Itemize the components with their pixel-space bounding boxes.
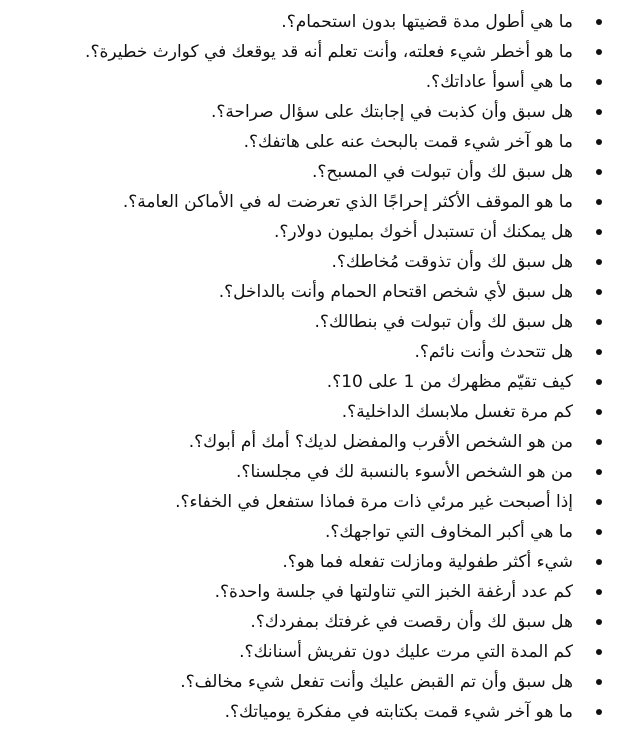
list-item — [8, 277, 573, 307]
question-text: هل يمكنك أن تستبدل أخوك بمليون دولار؟. — [273, 222, 573, 242]
question-text: من هو الشخص الأقرب والمفضل لديك؟ أمك أم أبوك؟. — [188, 432, 573, 452]
bullet-icon — [596, 679, 602, 685]
question-text: ما هي أطول مدة قضيتها بدون استحمام؟. — [281, 12, 573, 32]
bullet-icon — [596, 259, 602, 265]
bullet-icon — [596, 469, 602, 475]
bullet-icon — [596, 49, 602, 55]
list-item — [8, 517, 573, 547]
list-item — [8, 637, 573, 667]
list-item — [8, 337, 573, 367]
bullet-icon — [596, 529, 602, 535]
list-item — [8, 397, 573, 427]
list-item — [8, 457, 573, 487]
list-item — [8, 37, 573, 67]
question-text: شيء أكثر طفولية ومازلت تفعله فما هو؟. — [282, 552, 573, 572]
list-item — [8, 217, 573, 247]
question-text: إذا أصبحت غير مرئي ذات مرة فماذا ستفعل في الخفاء؟. — [175, 492, 573, 512]
question-list — [8, 7, 573, 727]
bullet-icon — [596, 19, 602, 25]
bullet-icon — [596, 289, 602, 295]
bullet-icon — [596, 79, 602, 85]
list-item — [8, 67, 573, 97]
question-text: هل سبق وأن كذبت في إجابتك على سؤال صراحة؟. — [210, 102, 573, 122]
bullet-icon — [596, 649, 602, 655]
question-text: هل سبق وأن تم القبض عليك وأنت تفعل شيء مخالف؟. — [180, 672, 573, 692]
bullet-icon — [596, 199, 602, 205]
list-item — [8, 7, 573, 37]
bullet-icon — [596, 169, 602, 175]
list-item — [8, 667, 573, 697]
bullet-icon — [596, 379, 602, 385]
bullet-icon — [596, 349, 602, 355]
question-text: ما هي أسوأ عاداتك؟. — [425, 72, 573, 92]
list-item — [8, 97, 573, 127]
question-text: هل سبق لك وأن تبولت في بنطالك؟. — [314, 312, 573, 332]
bullet-icon — [596, 409, 602, 415]
question-text: هل سبق لك وأن تذوقت مُخاطك؟. — [331, 252, 573, 272]
question-text: ما هو الموقف الأكثر إحراجًا الذي تعرضت له في الأماكن العامة؟. — [122, 192, 573, 212]
question-text: كم مرة تغسل ملابسك الداخلية؟. — [341, 402, 573, 422]
question-text: هل سبق لك وأن رقصت في غرفتك بمفردك؟. — [250, 612, 573, 632]
question-text: كم المدة التي مرت عليك دون تفريش أسنانك؟. — [239, 642, 573, 662]
bullet-icon — [596, 559, 602, 565]
list-item — [8, 547, 573, 577]
bullet-icon — [596, 709, 602, 715]
question-text: هل تتحدث وأنت نائم؟. — [414, 342, 573, 362]
bullet-icon — [596, 319, 602, 325]
list-item — [8, 307, 573, 337]
question-text: كيف تقيّم مظهرك من 1 على 10؟. — [326, 372, 573, 392]
bullet-icon — [596, 139, 602, 145]
list-item — [8, 607, 573, 637]
question-text: من هو الشخص الأسوء بالنسبة لك في مجلسنا؟. — [236, 462, 573, 482]
bullet-icon — [596, 589, 602, 595]
list-item — [8, 367, 573, 397]
list-item — [8, 247, 573, 277]
list-item — [8, 427, 573, 457]
question-text: ما هو أخطر شيء فعلته، وأنت تعلم أنه قد يوقعك في كوارث خطيرة؟. — [85, 42, 573, 62]
list-item — [8, 187, 573, 217]
list-item — [8, 697, 573, 727]
list-item — [8, 487, 573, 517]
question-text: ما هو آخر شيء قمت بالبحث عنه على هاتفك؟. — [243, 132, 573, 152]
question-text: ما هي أكبر المخاوف التي تواجهك؟. — [324, 522, 573, 542]
bullet-icon — [596, 619, 602, 625]
bullet-icon — [596, 499, 602, 505]
question-text: هل سبق لأي شخص اقتحام الحمام وأنت بالداخل؟. — [218, 282, 573, 302]
question-text: هل سبق لك وأن تبولت في المسبح؟. — [312, 162, 573, 182]
list-item — [8, 577, 573, 607]
bullet-icon — [596, 229, 602, 235]
bullet-icon — [596, 439, 602, 445]
list-item — [8, 157, 573, 187]
question-text: ما هو آخر شيء قمت بكتابته في مفكرة يومياتك؟. — [224, 702, 573, 722]
question-text: كم عدد أرغفة الخبز التي تناولتها في جلسة واحدة؟. — [214, 582, 573, 602]
bullet-icon — [596, 109, 602, 115]
list-item — [8, 127, 573, 157]
